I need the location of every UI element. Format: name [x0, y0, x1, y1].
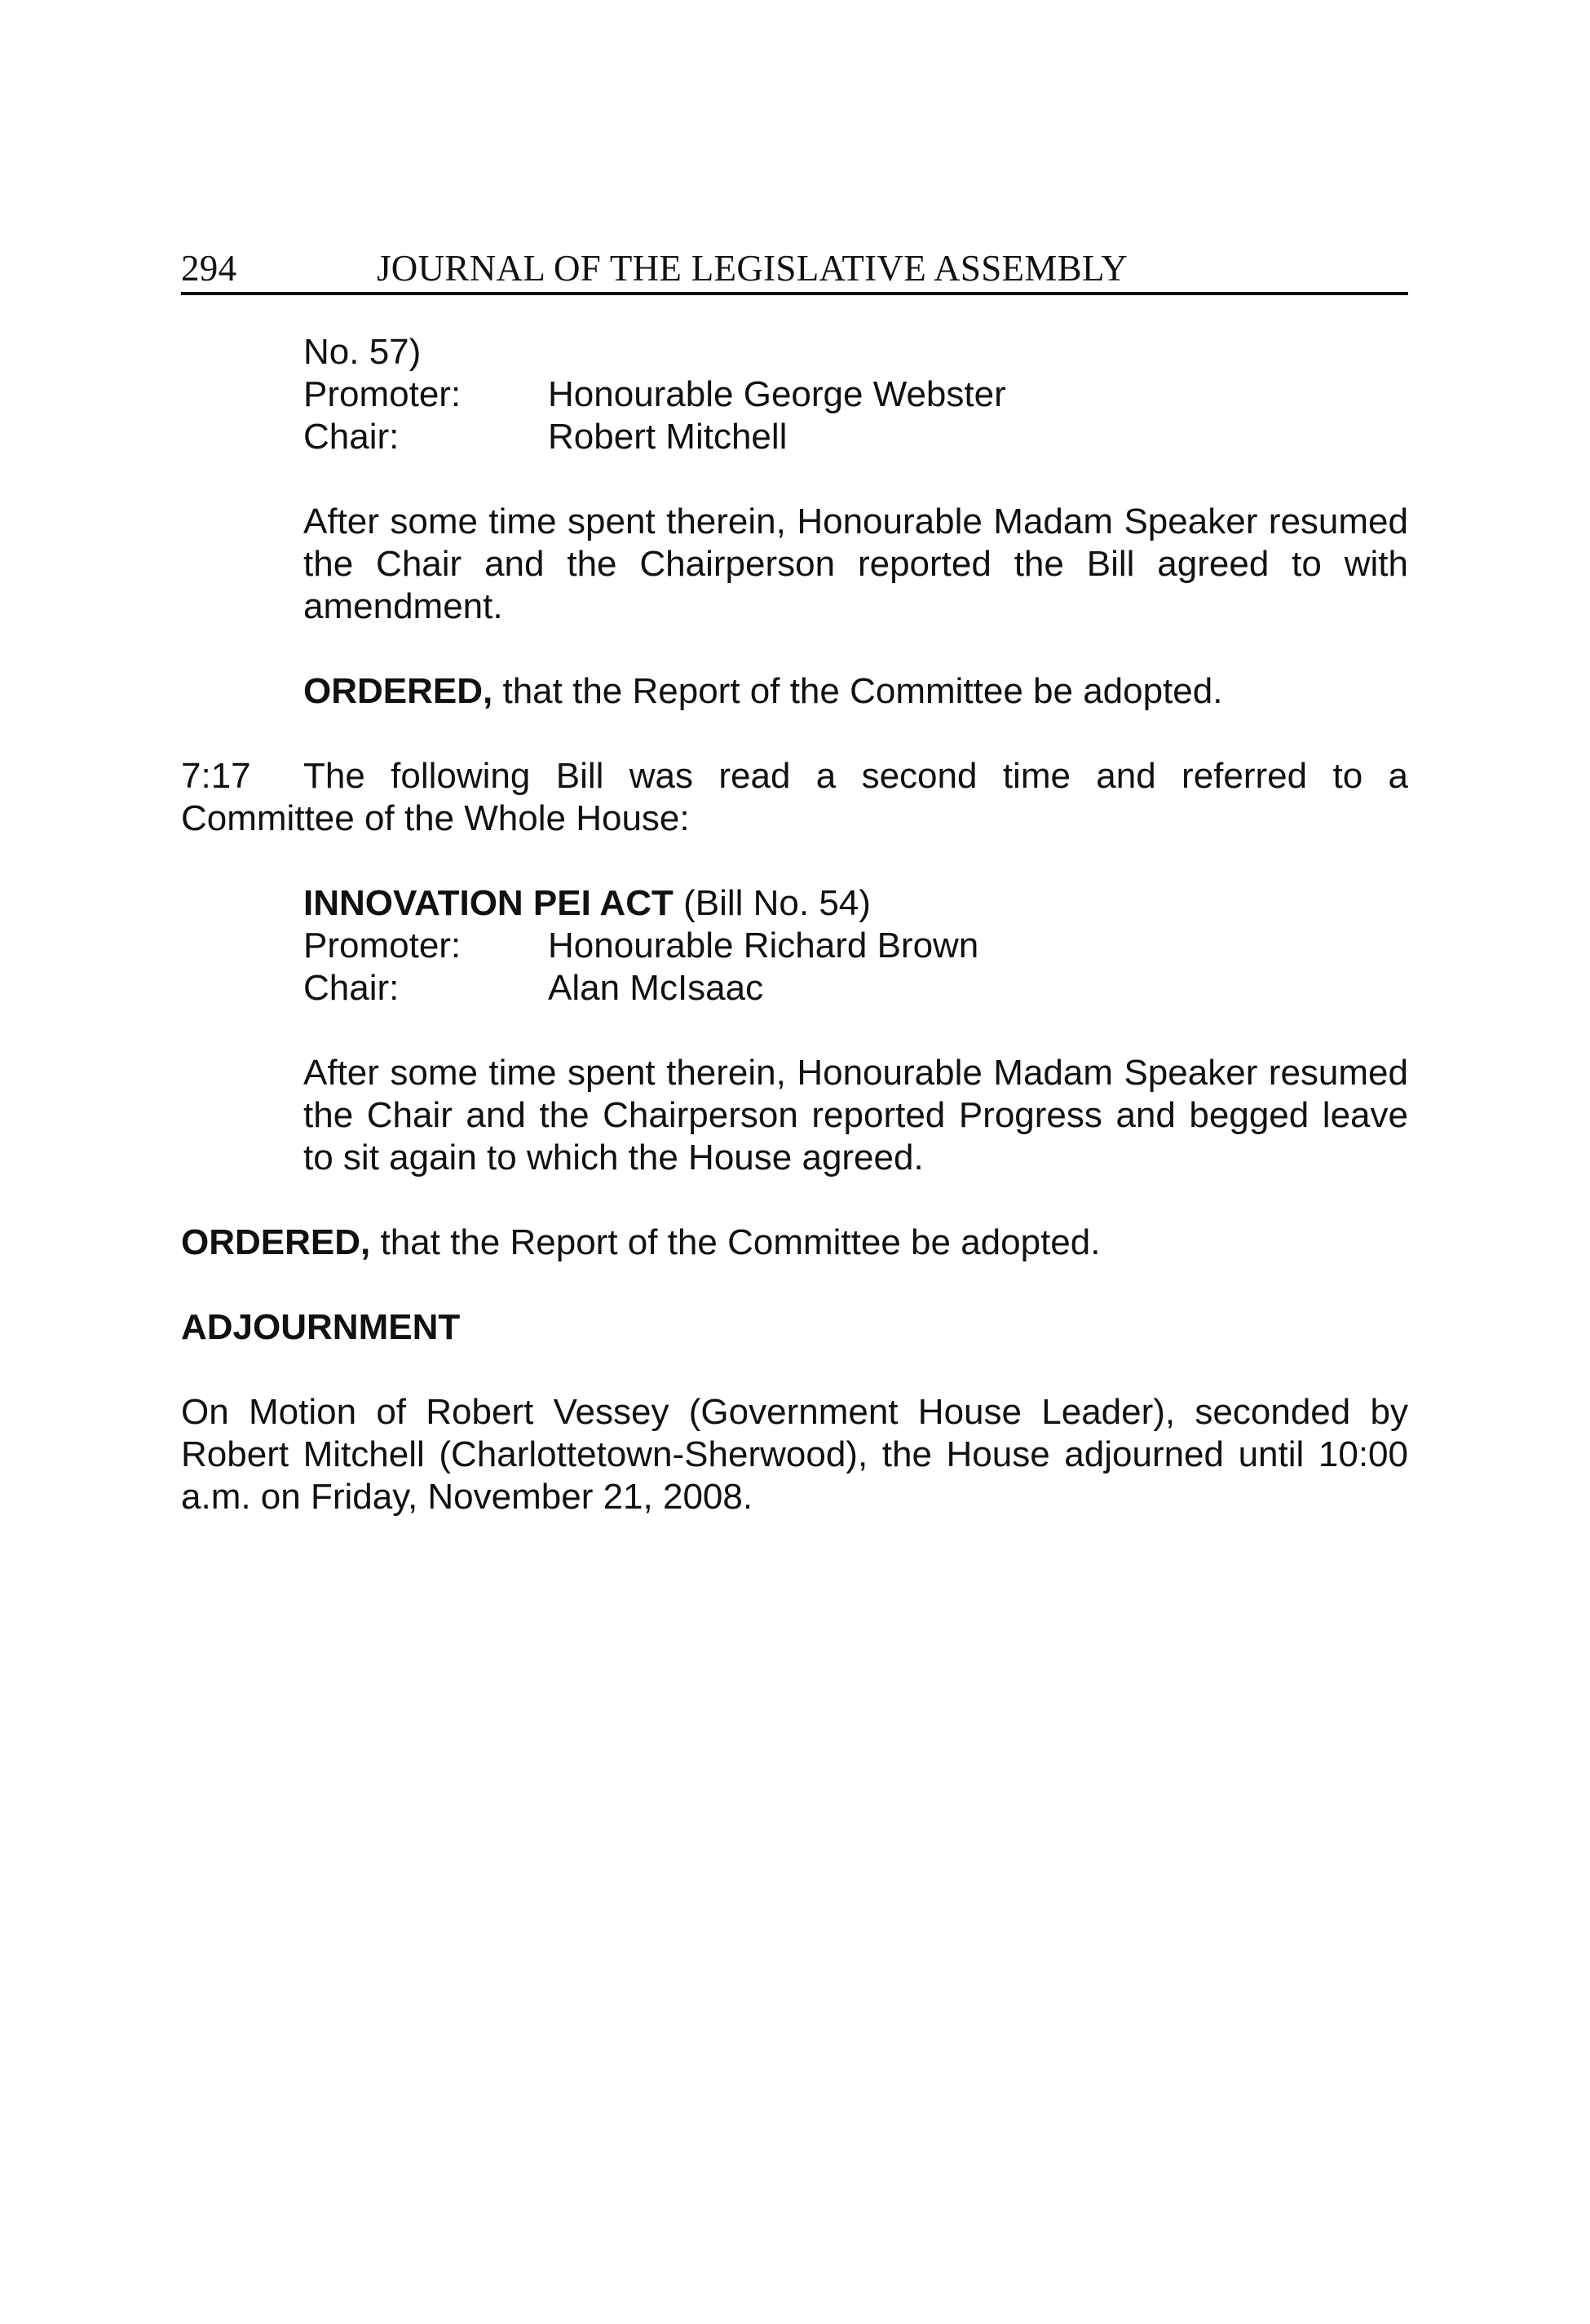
- chair-label: Chair:: [303, 968, 400, 1008]
- bill-title-line: [303, 882, 1408, 925]
- bill-reference-continued: No. 57): [303, 332, 422, 372]
- ordered-paragraph: [181, 1222, 1408, 1264]
- promoter-label: Promoter:: [303, 926, 462, 965]
- chair-row: [303, 416, 1408, 458]
- ordered-text: that the Report of the Committee be adopted.: [492, 671, 1223, 711]
- bill-number: (Bill No. 54): [673, 883, 871, 923]
- running-header: [181, 241, 1408, 295]
- ordered-text: that the Report of the Committee be adopted.: [370, 1222, 1101, 1262]
- bill-title: INNOVATION PEI ACT: [303, 883, 674, 923]
- item-7-17-paragraph: [181, 755, 1408, 840]
- bill-details: [303, 882, 1408, 1179]
- ordered-keyword: ORDERED,: [181, 1222, 371, 1262]
- promoter-label: Promoter:: [303, 374, 462, 414]
- item-number: 7:17: [181, 756, 251, 796]
- chair-row: [303, 967, 1408, 1010]
- adjournment-heading: ADJOURNMENT: [181, 1307, 461, 1347]
- promoter-row: [303, 925, 1408, 967]
- chair-name: Alan McIsaac: [548, 968, 764, 1008]
- journal-page: [181, 241, 1408, 1518]
- chair-label: Chair:: [303, 417, 400, 457]
- ordered-paragraph: [303, 670, 1408, 713]
- journal-title: JOURNAL OF THE LEGISLATIVE ASSEMBLY: [377, 248, 1128, 289]
- promoter-row: [303, 373, 1408, 416]
- page-number: 294: [181, 248, 237, 289]
- committee-report-paragraph: After some time spent therein, Honourable Madam Speaker resumed the Chair and the Chairperson reported Progress and begged leave to sit again to which the House agreed.: [303, 1053, 1408, 1177]
- journal-body: [181, 331, 1408, 1518]
- adjournment-paragraph: On Motion of Robert Vessey (Government House Leader), seconded by Robert Mitchell (Charlottetown-Sherwood), the House adjourned until 10:00 a.m. on Friday, November 21, 2008.: [181, 1392, 1408, 1517]
- item-text: The following Bill was read a second time and referred to a Committee of the Whole House:: [181, 756, 1408, 838]
- ordered-keyword: ORDERED,: [303, 671, 493, 711]
- promoter-name: Honourable George Webster: [548, 374, 1006, 414]
- bill-details-continued: [303, 331, 1408, 713]
- chair-name: Robert Mitchell: [548, 417, 788, 457]
- committee-report-paragraph: After some time spent therein, Honourable Madam Speaker resumed the Chair and the Chairperson reported the Bill agreed to with amendment.: [303, 501, 1408, 626]
- promoter-name: Honourable Richard Brown: [548, 926, 979, 965]
